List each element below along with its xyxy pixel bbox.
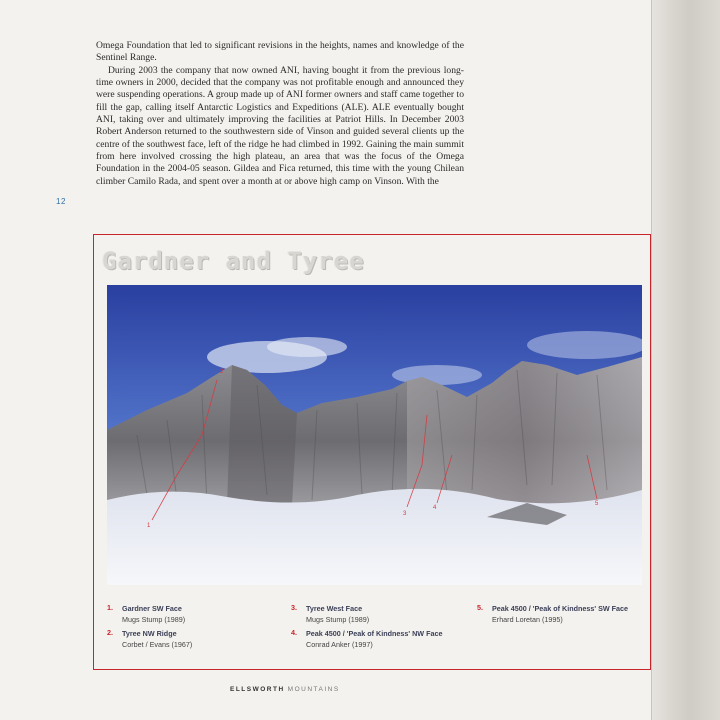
running-footer <box>230 686 340 693</box>
route-marker-1: 1 <box>147 523 151 529</box>
legend-climbers: Mugs Stump (1989) <box>122 615 186 624</box>
paragraph-2: During 2003 the company that now owned ANI, having bought it from the previous long-time owners in 2000, decided that the company was not profitable enough and announced they were suspending operations. A group made up of ANI former owners and staff came together to fill the gap, calling itself Antarctic Logistics and Expeditions (ALE). ALE eventually bought ANI, taking over and ultimately improving the facilities at Patriot Hills. In December 2003 Robert Anderson returned to the southwestern side of Vinson and guided several clients up the centre of the southwest face, left of the ridge he had climbed in 1992. Gaining the main summit from here involved crossing the high plateau, an area that was the focus of the Omega Foundation in the 2004-05 season. Gildea and Fica returned, this time with the young Chilean climber Camilo Rada, and spent over a month at or above high camp on Vinson. With the <box>96 64 464 187</box>
legend-climbers: Corbet / Evans (1967) <box>122 640 193 649</box>
legend-column-2 <box>291 603 442 653</box>
legend-number: 2. <box>107 628 113 637</box>
footer-series-b: MOUNTAINS <box>287 686 340 693</box>
legend-number: 3. <box>291 603 297 612</box>
legend-item <box>291 603 442 626</box>
mountain-photo-image <box>107 285 642 585</box>
legend-number: 1. <box>107 603 113 612</box>
legend-column-3 <box>477 603 628 628</box>
footer-series-a: ELLSWORTH <box>230 686 285 693</box>
mountain-photo <box>107 285 642 585</box>
route-legend <box>94 603 652 663</box>
legend-climbers: Conrad Anker (1997) <box>306 640 373 649</box>
legend-route: Peak 4500 / 'Peak of Kindness' NW Face <box>306 629 443 638</box>
legend-route: Gardner SW Face <box>122 604 182 613</box>
photo-panel <box>93 234 651 670</box>
legend-climbers: Mugs Stump (1989) <box>306 615 370 624</box>
legend-route: Peak 4500 / 'Peak of Kindness' SW Face <box>492 604 629 613</box>
legend-item <box>107 603 192 626</box>
book-gutter <box>652 0 720 720</box>
legend-column-1 <box>107 603 192 653</box>
legend-climbers: Erhard Loretan (1995) <box>492 615 563 624</box>
page-number: 12 <box>56 197 66 206</box>
route-marker-4: 4 <box>433 505 437 511</box>
route-marker-2: 2 <box>220 369 224 375</box>
legend-route: Tyree NW Ridge <box>122 629 177 638</box>
legend-item <box>291 628 442 651</box>
paragraph-1: Omega Foundation that led to significant revisions in the heights, names and knowledge of the Sentinel Range. <box>96 40 464 64</box>
legend-item <box>477 603 628 626</box>
panel-title: Gardner and Tyree <box>102 247 365 275</box>
legend-number: 4. <box>291 628 297 637</box>
body-text <box>96 40 464 188</box>
legend-route: Tyree West Face <box>306 604 363 613</box>
legend-item <box>107 628 192 651</box>
route-marker-3: 3 <box>403 511 407 517</box>
legend-number: 5. <box>477 603 483 612</box>
route-marker-5: 5 <box>595 501 599 507</box>
